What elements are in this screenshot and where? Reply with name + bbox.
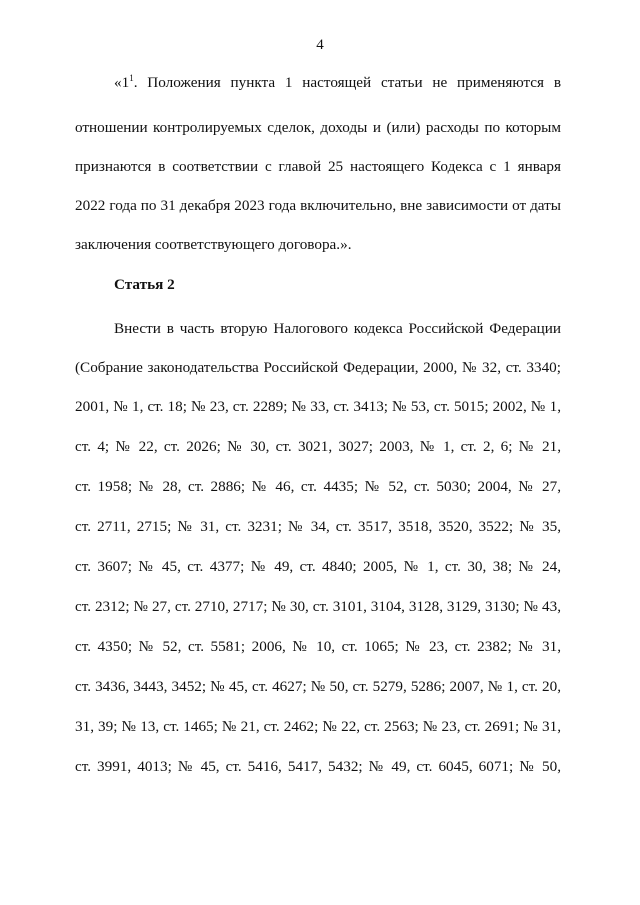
paragraph-2-line: ст. 2711, 2715; № 31, ст. 3231; № 34, ст. 3517, 3518, 3520, 3522; № 35, bbox=[75, 518, 561, 535]
paragraph-1-open: «1 bbox=[114, 74, 130, 91]
paragraph-2-line: ст. 2312; № 27, ст. 2710, 2717; № 30, ст. 3101, 3104, 3128, 3129, 3130; № 43, bbox=[75, 598, 561, 615]
paragraph-2-line: ст. 3607; № 45, ст. 4377; № 49, ст. 4840; 2005, № 1, ст. 30, 38; № 24, bbox=[75, 558, 561, 575]
paragraph-2-line: ст. 3991, 4013; № 45, ст. 5416, 5417, 5432; № 49, ст. 6045, 6071; № 50, bbox=[75, 758, 561, 775]
page-number: 4 bbox=[316, 37, 324, 53]
paragraph-2-line: ст. 1958; № 28, ст. 2886; № 46, ст. 4435; № 52, ст. 5030; 2004, № 27, bbox=[75, 478, 561, 495]
paragraph-1-line-1 bbox=[114, 73, 561, 93]
article-heading: Статья 2 bbox=[114, 276, 175, 293]
paragraph-1-line: признаются в соответствии с главой 25 настоящего Кодекса с 1 января bbox=[75, 158, 561, 175]
paragraph-1-line: отношении контролируемых сделок, доходы и (или) расходы по которым bbox=[75, 119, 561, 136]
paragraph-2-line: 2001, № 1, ст. 18; № 23, ст. 2289; № 33, ст. 3413; № 53, ст. 5015; 2002, № 1, bbox=[75, 398, 561, 415]
paragraph-2-line: ст. 4350; № 52, ст. 5581; 2006, № 10, ст. 1065; № 23, ст. 2382; № 31, bbox=[75, 638, 561, 655]
paragraph-1-superscript: 1 bbox=[129, 73, 134, 83]
paragraph-1-line-1-text: . Положения пункта 1 настоящей статьи не применяются в bbox=[133, 74, 561, 91]
paragraph-1-line: заключения соответствующего договора.». bbox=[75, 236, 352, 253]
paragraph-2-line: (Собрание законодательства Российской Федерации, 2000, № 32, ст. 3340; bbox=[75, 359, 561, 376]
paragraph-2-line: ст. 4; № 22, ст. 2026; № 30, ст. 3021, 3027; 2003, № 1, ст. 2, 6; № 21, bbox=[75, 438, 561, 455]
paragraph-2-line: ст. 3436, 3443, 3452; № 45, ст. 4627; № 50, ст. 5279, 5286; 2007, № 1, ст. 20, bbox=[75, 678, 561, 695]
paragraph-2-line: 31, 39; № 13, ст. 1465; № 21, ст. 2462; № 22, ст. 2563; № 23, ст. 2691; № 31, bbox=[75, 718, 561, 735]
paragraph-2-line: Внести в часть вторую Налогового кодекса Российской Федерации bbox=[114, 320, 561, 337]
paragraph-1-line: 2022 года по 31 декабря 2023 года включительно, вне зависимости от даты bbox=[75, 197, 561, 214]
